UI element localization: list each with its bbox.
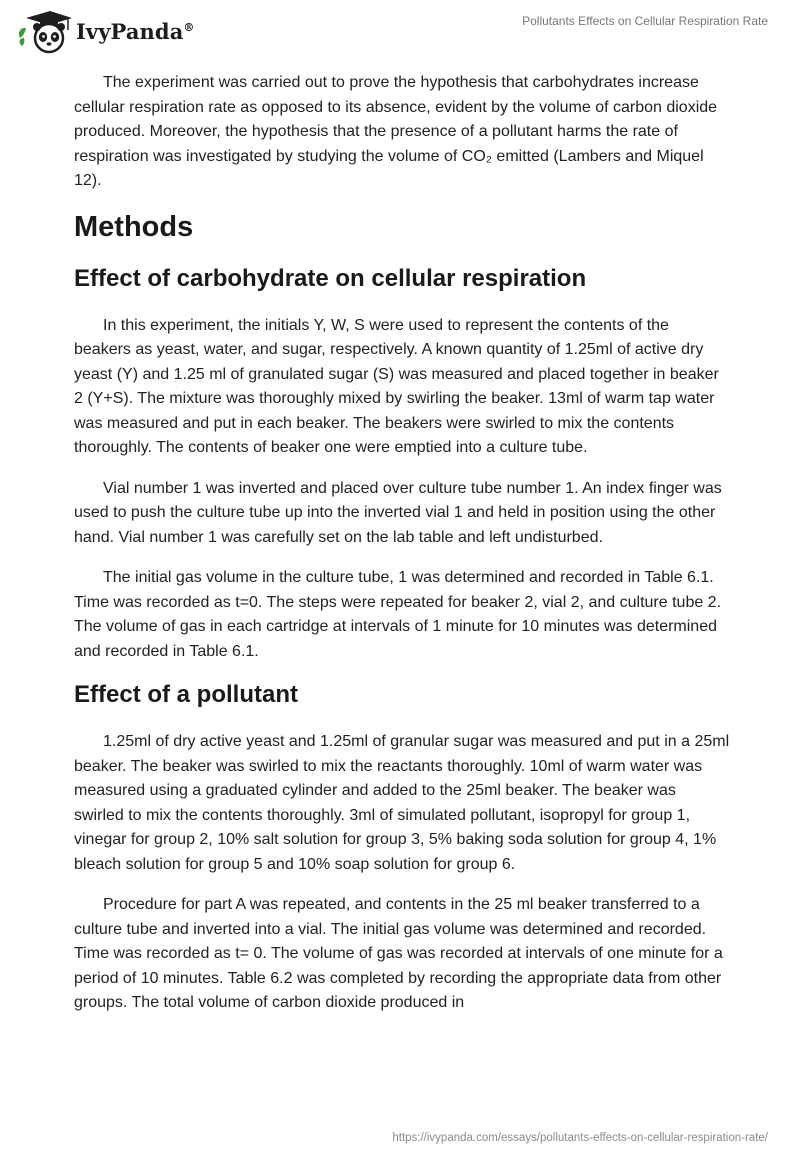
paragraph: The initial gas volume in the culture tube, 1 was determined and recorded in Table 6.1. Time was recorded as t=0. The steps were repeated for beaker 2, vial 2, and culture tube 2. The volume of gas in each cartridge at intervals of 1 minute for 10 minutes was determined and recorded in Table 6.1. xyxy=(74,569,722,660)
section-heading-pollutant: Effect of a pollutant xyxy=(74,681,298,708)
paragraph: 1.25ml of dry active yeast and 1.25ml of granular sugar was measured and put in a 25ml beaker. The beaker was swirled to mix the reactants thoroughly. 10ml of warm water was measured using a graduated cylinder and added to the 25ml beaker. The beaker was swirled to mix the contents thoroughly. 3ml of simulated pollutant, isopropyl for group 1, vinegar for group 2, 10% salt solution for group 3, 5% baking soda solution for group 4, 1% bleach solution for group 5 and 10% soap solution for group 6. xyxy=(74,733,730,873)
running-title: Pollutants Effects on Cellular Respiration Rate xyxy=(522,14,768,28)
source-url[interactable]: https://ivypanda.com/essays/pollutants-effects-on-cellular-respiration-rate/ xyxy=(392,1132,768,1144)
paragraph: Vial number 1 was inverted and placed over culture tube number 1. An index finger was used to push the culture tube up into the inverted vial 1 and held in position using the other hand. Vial number 1 was carefully set on the lab table and left undisturbed. xyxy=(74,479,722,546)
methods-heading: Methods xyxy=(74,210,194,243)
brand-name: IvyPanda® xyxy=(76,18,195,44)
section-heading-carbohydrate: Effect of carbohydrate on cellular respiration xyxy=(74,264,587,292)
intro-paragraph: The experiment was carried out to prove the hypothesis that carbohydrates increase cellular respiration rate as opposed to its absence, evident by the volume of carbon dioxide produced. Moreover, the hypothesis that the presence of a pollutant harms the rate of respiration was investigated by studying the volume of CO₂ emitted (Lambers and Miquel 12). xyxy=(74,74,718,189)
paragraph: Procedure for part A was repeated, and contents in the 25 ml beaker transferred to a culture tube and inverted into a vial. The initial gas volume was determined and recorded. Time was recorded as t= 0. The volume of gas was recorded at intervals of one minute for a period of 10 minutes. Table 6.2 was completed by recording the appropriate data from other groups. The total volume of carbon dioxide produced in xyxy=(74,896,723,1011)
paragraph: In this experiment, the initials Y, W, S were used to represent the contents of the beakers as yeast, water, and sugar, respectively. A known quantity of 1.25ml of active dry yeast (Y) and 1.25 ml of granulated sugar (S) was measured and placed together in beaker 2 (Y+S). The mixture was thoroughly mixed by swirling the beaker. 13ml of warm tap water was measured and put in each beaker. The beakers were swirled to mix the contents thoroughly. The contents of beaker one were emptied into a culture tube. xyxy=(74,316,719,456)
page-header xyxy=(0,0,800,60)
registered-mark: ® xyxy=(183,20,195,34)
panda-graduate-icon xyxy=(16,8,74,54)
essay-content xyxy=(74,71,730,1032)
ivypanda-logo[interactable] xyxy=(16,8,195,54)
